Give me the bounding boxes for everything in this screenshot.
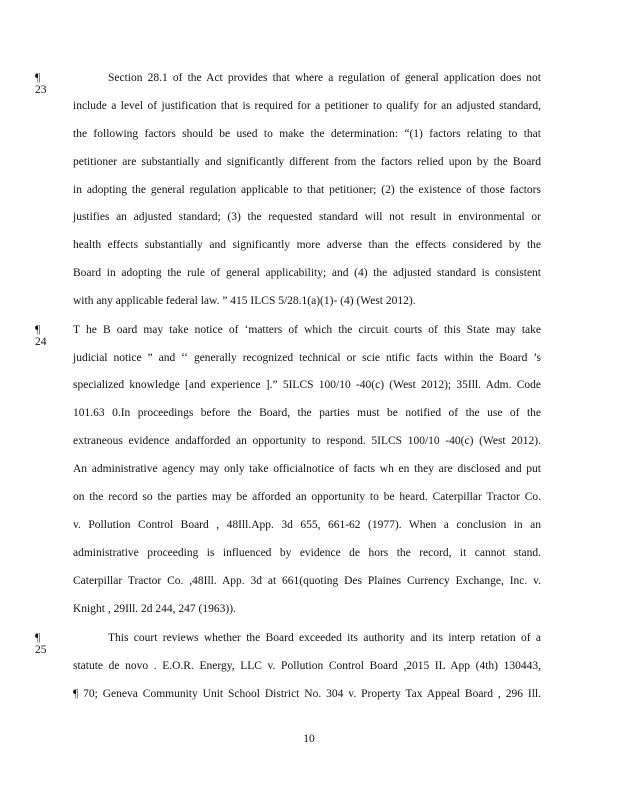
text-line: specialized knowledge [and experience ].” 5ILCS 100/10 -40(c) (West 2012); 35Ill. Adm. Code (73, 379, 541, 391)
text-line: 101.63 0.In proceedings before the Board, the parties must be notified of the use of the (73, 407, 541, 419)
text-line: in adopting the general regulation applicable to that petitioner; (2) the existence of those factors (73, 184, 541, 196)
text-line: T he B oard may take notice of ‘matters of which the circuit courts of this State may take (73, 324, 541, 336)
paragraph-marker: ¶ 23 (35, 72, 47, 96)
paragraph-marker: ¶ 24 (35, 324, 47, 348)
paragraph-marker: ¶ 25 (35, 632, 47, 656)
text-line: justifies an adjusted standard; (3) the requested standard will not result in environmental or (73, 211, 541, 223)
text-line: Board in adopting the rule of general applicability; and (4) the adjusted standard is consistent (73, 267, 541, 279)
text-line: statute de novo . E.O.R. Energy, LLC v. Pollution Control Board ,2015 IL App (4th) 130443, (73, 660, 541, 672)
text-line: judicial notice ” and ‘‘ generally recognized technical or scie ntific facts within the Board ’s (73, 352, 541, 364)
text-line: v. Pollution Control Board , 48Ill.App. 3d 655, 661-62 (1977). When a conclusion in an (73, 519, 541, 531)
text-line: petitioner are substantially and significantly different from the factors relied upon by the Board (73, 156, 541, 168)
text-line: An administrative agency may only take officialnotice of facts wh en they are disclosed and put (73, 463, 541, 475)
text-line: the following factors should be used to make the determination: “(1) factors relating to that (73, 128, 541, 140)
text-line: extraneous evidence andafforded an opportunity to respond. 5ILCS 100/10 -40(c) (West 2012). (73, 435, 541, 447)
text-line: ¶ 70; Geneva Community Unit School District No. 304 v. Property Tax Appeal Board , 296 Ill. (73, 688, 541, 700)
text-line: Caterpillar Tractor Co. ,48Ill. App. 3d at 661(quoting Des Plaines Currency Exchange, Inc. v. (73, 575, 541, 587)
text-line: on the record so the parties may be afforded an opportunity to be heard. Caterpillar Tractor Co. (73, 491, 541, 503)
text-line: health effects substantially and significantly more adverse than the effects considered by the (73, 239, 541, 251)
text-line: Knight , 29Ill. 2d 244, 247 (1963)). (73, 603, 236, 615)
text-line: Section 28.1 of the Act provides that where a regulation of general application does not (108, 72, 541, 84)
text-line: This court reviews whether the Board exceeded its authority and its interp retation of a (108, 632, 541, 644)
page-number: 10 (303, 733, 315, 745)
text-line: include a level of justification that is required for a petitioner to qualify for an adjusted standard, (73, 100, 541, 112)
text-line: administrative proceeding is influenced by evidence de hors the record, it cannot stand. (73, 547, 541, 559)
text-line: with any applicable federal law. ” 415 ILCS 5/28.1(a)(1)- (4) (West 2012). (73, 295, 416, 307)
